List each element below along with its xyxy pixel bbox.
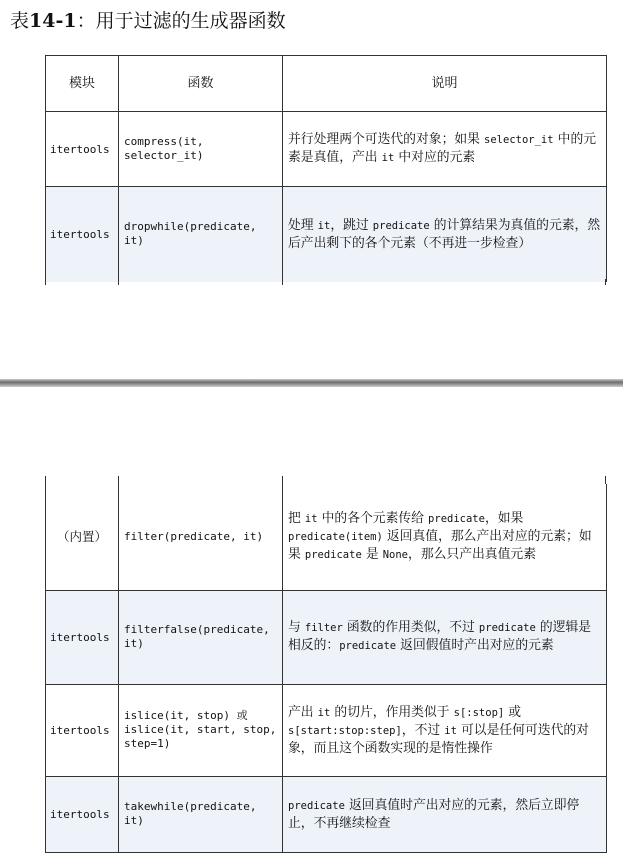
caption-number: 14-1 xyxy=(29,10,77,32)
inline-code: it xyxy=(444,724,457,737)
cell-description xyxy=(283,484,607,590)
inline-code: it xyxy=(304,512,318,525)
table-row xyxy=(46,112,607,187)
table-row xyxy=(46,776,607,852)
cell-description xyxy=(283,776,607,852)
inline-code: selector_it xyxy=(484,134,554,146)
cell-function: takewhile(predicate, it) xyxy=(119,776,283,852)
caption-text: ：用于过滤的生成器函数 xyxy=(76,10,286,32)
cell-module: itertools xyxy=(46,187,119,282)
table-continuation-lines-top xyxy=(45,476,606,484)
inline-code: predicate(item) xyxy=(288,530,383,543)
table-row xyxy=(46,684,607,776)
inline-code: predicate xyxy=(478,622,536,634)
description-text: 是 xyxy=(361,546,383,562)
cell-function: filter(predicate, it) xyxy=(119,484,283,590)
inline-code: it xyxy=(317,219,331,232)
cell-module: itertools xyxy=(46,590,119,684)
cell-description xyxy=(283,590,607,684)
cell-description xyxy=(283,187,607,282)
description-text: 中的各个元素传给 xyxy=(317,510,429,526)
description-text: 的切片，作用类似于 xyxy=(330,704,454,720)
cell-module: itertools xyxy=(46,112,119,187)
description-text: 与 xyxy=(288,620,305,635)
description-text: 中对应的元素 xyxy=(394,150,476,165)
description-text: 的逻辑是相反的： xyxy=(288,620,592,653)
inline-code: predicate xyxy=(304,548,362,561)
page-break-divider xyxy=(0,379,623,387)
description-text: 函数的作用类似，不过 xyxy=(342,620,479,635)
table-row xyxy=(46,187,607,282)
description-text: 或 xyxy=(504,704,522,720)
inline-code: filter xyxy=(304,622,343,634)
header-description: 说明 xyxy=(283,56,607,112)
description-text: ，如果 xyxy=(484,510,524,526)
cell-function: islice(it, stop) 或 islice(it, start, stop, step=1) xyxy=(119,684,283,776)
caption-prefix: 表 xyxy=(10,10,30,32)
description-text: ，那么只产出真值元素 xyxy=(408,546,536,562)
description-text: ，跳过 xyxy=(330,217,373,233)
table-header-row xyxy=(46,56,607,112)
header-function: 函数 xyxy=(119,56,283,112)
description-text: ，不过 xyxy=(401,722,445,738)
description-text: 返回假值时产出对应的元素 xyxy=(396,638,554,653)
table-row xyxy=(46,590,607,684)
inline-code: predicate xyxy=(428,512,485,525)
inline-code: predicate xyxy=(339,640,397,652)
table-continuation-lines xyxy=(45,279,606,285)
cell-module: （内置） xyxy=(46,484,119,590)
description-text: 并行处理两个可迭代的对象；如果 xyxy=(288,132,485,147)
cell-function: compress(it, selector_it) xyxy=(119,112,283,187)
description-text: 把 xyxy=(288,510,305,526)
cell-function: filterfalse(predicate, it) xyxy=(119,590,283,684)
cell-function: dropwhile(predicate, it) xyxy=(119,187,283,282)
filter-functions-table-part1 xyxy=(45,55,607,282)
inline-code: it xyxy=(381,152,395,164)
inline-code: predicate xyxy=(288,799,345,812)
header-module: 模块 xyxy=(46,56,119,112)
description-text: 返回真值时产出对应的元素，然后立即停止，不再继续检查 xyxy=(288,797,580,831)
description-text: 产出 xyxy=(288,704,318,720)
inline-code: predicate xyxy=(372,219,430,232)
filter-functions-table-part2 xyxy=(45,484,607,853)
table-caption xyxy=(10,8,286,34)
description-text: 可以是任何可迭代的对象，而且这个函数实现的是惰性操作 xyxy=(288,722,589,756)
inline-code: it xyxy=(317,706,331,719)
cell-module: itertools xyxy=(46,776,119,852)
description-text: 的计算结果为真值的元素，然后产出剩下的各个元素（不再进一步检查） xyxy=(288,217,601,251)
inline-code: s[start:stop:step] xyxy=(288,724,402,737)
inline-code: None xyxy=(382,548,409,561)
inline-code: s[:stop] xyxy=(453,706,505,719)
cell-description xyxy=(283,684,607,776)
description-text: 中的元素是真值，产出 xyxy=(288,132,597,165)
description-text: 返回真值，那么产出对应的元素；如果 xyxy=(288,528,592,562)
cell-module: itertools xyxy=(46,684,119,776)
table-row xyxy=(46,484,607,590)
cell-description xyxy=(283,112,607,187)
description-text: 处理 xyxy=(288,217,318,233)
